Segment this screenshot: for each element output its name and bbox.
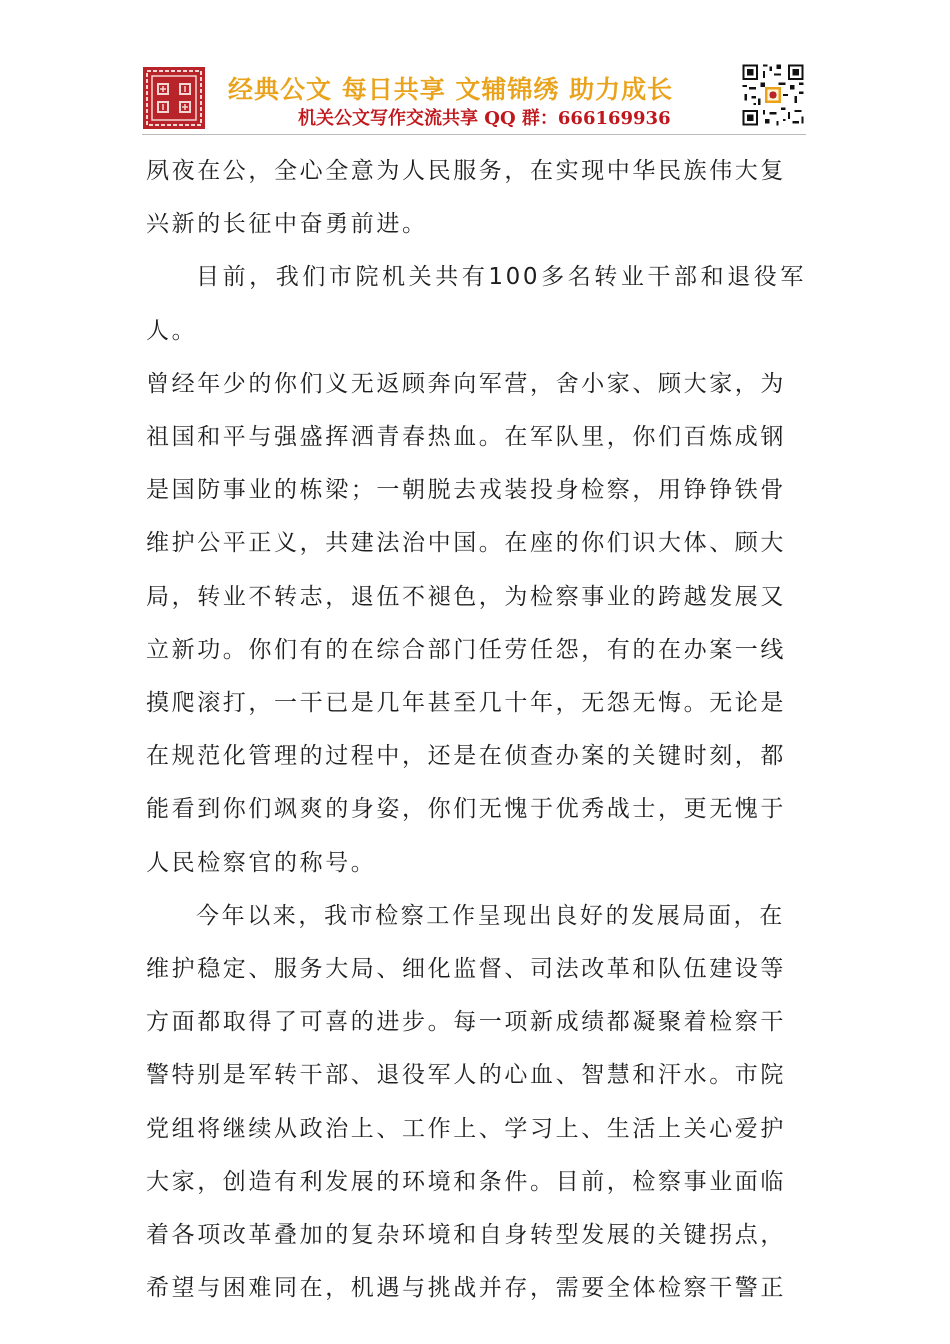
paragraph-1 <box>146 145 806 251</box>
text-line: 大家，创造有利发展的环境和条件。目前，检察事业面临 <box>146 1168 786 1195</box>
text-line: 局，转业不转志，退伍不褪色，为检察事业的跨越发展又 <box>146 583 786 610</box>
qr-code-icon[interactable] <box>740 62 806 128</box>
document-body <box>146 145 806 1315</box>
text-line: 维护稳定、服务大局、细化监督、司法改革和队伍建设等 <box>146 956 786 983</box>
header-divider <box>142 134 806 135</box>
text-line: 党组将继续从政治上、工作上、学习上、生活上关心爱护 <box>146 1115 786 1142</box>
text-line: 曾经年少的你们义无返顾奔向军营，舍小家、顾大家，为 <box>146 370 786 397</box>
text-line: 兴新的长征中奋勇前进。 <box>146 211 428 238</box>
text-line: 警特别是军转干部、退役军人的心血、智慧和汗水。市院 <box>146 1062 786 1089</box>
header-slogan: 经典公文 每日共享 文辅锦绣 助力成长 <box>228 75 674 104</box>
text-line: 方面都取得了可喜的进步。每一项新成绩都凝聚着检察干 <box>146 1009 786 1036</box>
jinxiu-logo <box>142 66 206 130</box>
text-line: 希望与困难同在，机遇与挑战并存，需要全体检察干警正 <box>146 1275 786 1302</box>
text-line: 着各项改革叠加的复杂环境和自身转型发展的关键拐点， <box>146 1222 786 1249</box>
text-line: 夙夜在公，全心全意为人民服务，在实现中华民族伟大复 <box>146 158 786 184</box>
text-line: 摸爬滚打，一干已是几年甚至几十年，无怨无悔。无论是 <box>146 690 786 717</box>
text-line: 目前，我们市院机关共有100多名转业干部和退役军人。 <box>146 264 806 344</box>
text-line: 是国防事业的栋梁；一朝脱去戎装投身检察，用铮铮铁骨 <box>146 477 786 504</box>
page-header <box>142 62 808 134</box>
text-line: 维护公平正义，共建法治中国。在座的你们识大体、顾大 <box>146 530 786 557</box>
text-line: 今年以来，我市检察工作呈现出良好的发展局面，在 <box>196 902 785 929</box>
text-line: 人民检察官的称号。 <box>146 849 377 876</box>
text-line: 立新功。你们有的在综合部门任劳任怨，有的在办案一线 <box>146 636 786 663</box>
text-line: 祖国和平与强盛挥洒青春热血。在军队里，你们百炼成钢 <box>146 424 786 451</box>
qq-group-line: 机关公文写作交流共享 QQ 群：666169936 <box>298 108 671 129</box>
paragraph-2 <box>146 251 806 889</box>
text-line: 能看到你们飒爽的身姿，你们无愧于优秀战士，更无愧于 <box>146 796 786 823</box>
text-line: 在规范化管理的过程中，还是在侦查办案的关键时刻，都 <box>146 743 786 770</box>
paragraph-3 <box>146 890 806 1316</box>
